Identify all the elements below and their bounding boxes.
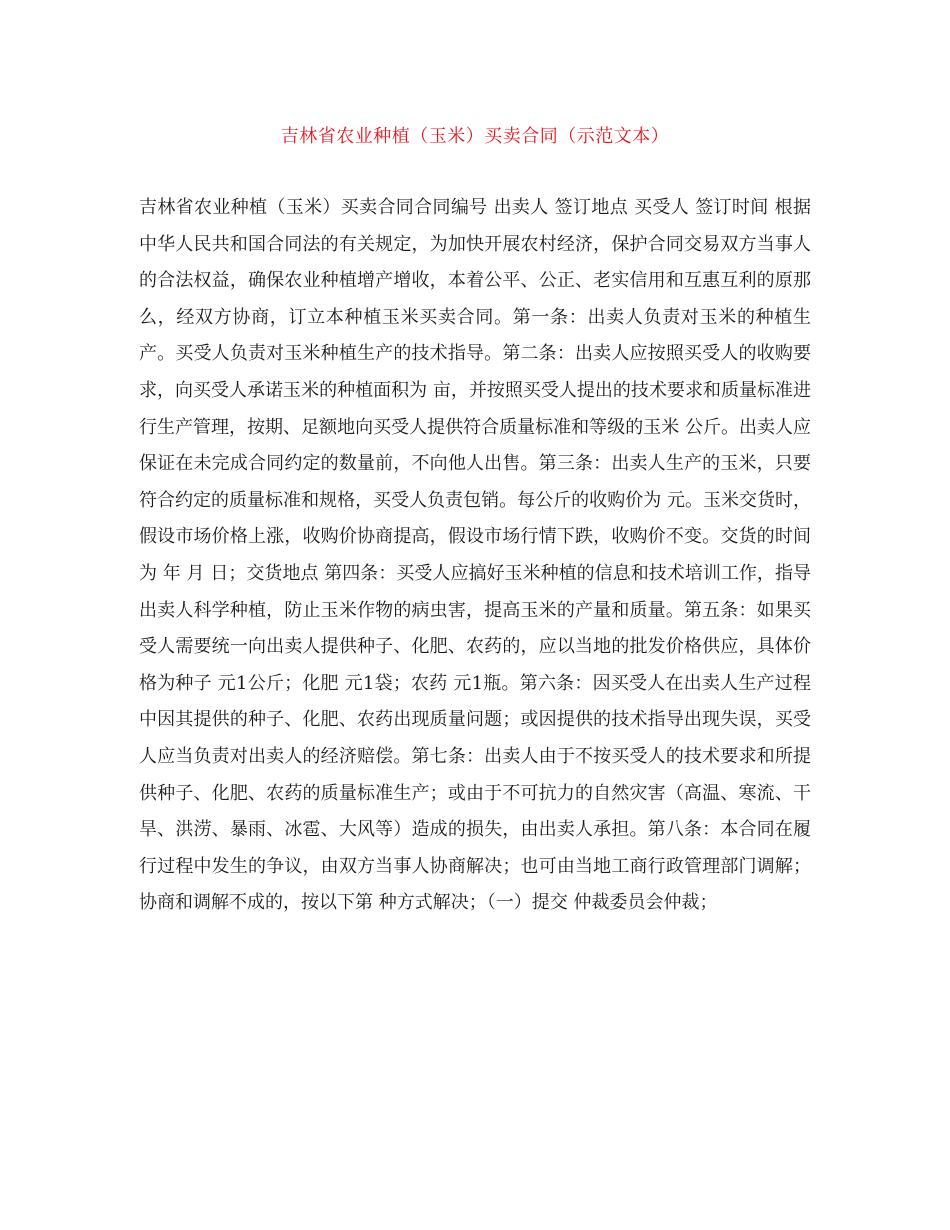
document-body: 吉林省农业种植（玉米）买卖合同合同编号 出卖人 签订地点 买受人 签订时间 根据中华人民共和国合同法的有关规定，为加快开展农村经济，保护合同交易双方当事人的合法权益，确保农业种植增产增收，本着公平、公正、老实信用和互惠互利的原那么，经双方协商，订立本种植玉米买卖合同。第一条：出卖人负责对玉米的种植生产。买受人负责对玉米种植生产的技术指导。第二条：出卖人应按照买受人的收购要求，向买受人承诺玉米的种植面积为 亩，并按照买受人提出的技术要求和质量标准进行生产管理，按期、足额地向买受人提供符合质量标准和等级的玉米 公斤。出卖人应保证在未完成合同约定的数量前，不向他人出售。第三条：出卖人生产的玉米，只要符合约定的质量标准和规格，买受人负责包销。每公斤的收购价为 元。玉米交货时，假设市场价格上涨，收购价协商提高，假设市场行情下跌，收购价不变。交货的时间为 年 月 日；交货地点 第四条：买受人应搞好玉米种植的信息和技术培训工作，指导出卖人科学种植，防止玉米作物的病虫害，提高玉米的产量和质量。第五条：如果买受人需要统一向出卖人提供种子、化肥、农药的，应以当地的批发价格供应，具体价格为种子 元1公斤；化肥 元1袋；农药 元1瓶。第六条：因买受人在出卖人生产过程中因其提供的种子、化肥、农药出现质量问题；或因提供的技术指导出现失误，买受人应当负责对出卖人的经济赔偿。第七条：出卖人由于不按买受人的技术要求和所提供种子、化肥、农药的质量标准生产；或由于不可抗力的自然灾害（高温、寒流、干旱、洪涝、暴雨、冰雹、大风等）造成的损失，由出卖人承担。第八条：本合同在履行过程中发生的争议，由双方当事人协商解决；也可由当地工商行政管理部门调解；协商和调解不成的，按以下第 种方式解决；（一）提交 仲裁委员会仲裁； bbox=[139, 197, 811, 914]
document-title: 吉林省农业种植（玉米）买卖合同（示范文本） bbox=[280, 126, 670, 147]
